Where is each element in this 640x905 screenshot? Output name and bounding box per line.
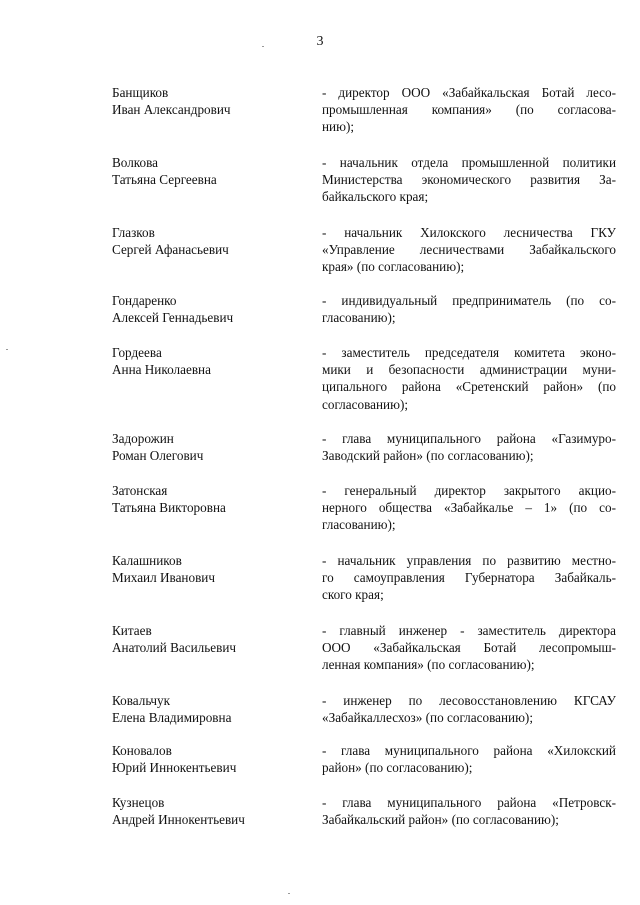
member-role bbox=[322, 794, 616, 828]
member-role-line: - директор ООО «Забайкальская Ботай лесо- bbox=[322, 85, 616, 100]
member-role-line: края» (по согласованию); bbox=[322, 259, 465, 275]
scan-speck bbox=[288, 893, 290, 894]
member-given-name: Роман Олегович bbox=[112, 448, 204, 464]
member-role-line: - начальник отдела промышленной политики bbox=[322, 155, 616, 170]
member-role bbox=[322, 292, 616, 326]
member-role-line: «Забайкаллесхоз» (по согласованию); bbox=[322, 710, 533, 726]
member-given-name: Михаил Иванович bbox=[112, 570, 215, 586]
member-surname: Гордеева bbox=[112, 345, 162, 360]
member-role bbox=[322, 482, 616, 534]
member-role-line: нию); bbox=[322, 119, 355, 135]
member-surname: Коновалов bbox=[112, 743, 172, 758]
scan-speck bbox=[6, 349, 8, 350]
member-role-line: Заводский район» (по согласованию); bbox=[322, 448, 534, 464]
member-name bbox=[112, 430, 312, 464]
member-surname: Китаев bbox=[112, 623, 152, 638]
member-role bbox=[322, 84, 616, 136]
member-role bbox=[322, 742, 616, 776]
member-role-line: ского края; bbox=[322, 587, 384, 603]
member-role-line: гласованию); bbox=[322, 517, 396, 533]
member-role-line: район» (по согласованию); bbox=[322, 760, 473, 776]
member-name bbox=[112, 742, 312, 776]
member-role-line: нерного общества «Забайкалье – 1» (по со- bbox=[322, 500, 616, 516]
member-role-line: согласованию); bbox=[322, 396, 408, 412]
member-name bbox=[112, 154, 312, 188]
scan-speck bbox=[262, 46, 264, 47]
member-surname: Затонская bbox=[112, 483, 168, 498]
member-given-name: Алексей Геннадьевич bbox=[112, 310, 234, 326]
page-number: 3 bbox=[316, 34, 324, 49]
member-role-line: Министерства экономического развития За- bbox=[322, 172, 616, 188]
member-role-line: - глава муниципального района «Газимуро- bbox=[322, 431, 616, 446]
member-role-line: - начальник Хилокского лесничества ГКУ bbox=[322, 225, 616, 240]
member-role bbox=[322, 552, 616, 604]
member-name bbox=[112, 692, 312, 726]
member-given-name: Анна Николаевна bbox=[112, 362, 211, 378]
member-role bbox=[322, 692, 616, 726]
member-name bbox=[112, 622, 312, 656]
member-role-line: го самоуправления Губернатора Забайкаль- bbox=[322, 570, 616, 586]
member-given-name: Татьяна Сергеевна bbox=[112, 172, 217, 188]
member-role-line: - глава муниципального района «Петровск- bbox=[322, 795, 616, 810]
member-name bbox=[112, 292, 312, 326]
member-role-line: промышленная компания» (по согласова- bbox=[322, 102, 616, 118]
member-role-line: - генеральный директор закрытого акцио- bbox=[322, 483, 616, 498]
member-surname: Глазков bbox=[112, 225, 155, 240]
member-role-line: гласованию); bbox=[322, 310, 396, 326]
member-given-name: Анатолий Васильевич bbox=[112, 640, 237, 656]
member-given-name: Иван Александрович bbox=[112, 102, 231, 118]
member-given-name: Юрий Иннокентьевич bbox=[112, 760, 237, 776]
member-surname: Задорожин bbox=[112, 431, 174, 446]
member-role-line: - глава муниципального района «Хилокский bbox=[322, 743, 616, 758]
member-role-line: - индивидуальный предприниматель (по со- bbox=[322, 293, 616, 308]
member-name bbox=[112, 84, 312, 118]
member-role-line: ленная компания» (по согласованию); bbox=[322, 657, 535, 673]
member-role-line: «Управление лесничествами Забайкальского bbox=[322, 242, 616, 258]
member-name bbox=[112, 344, 312, 378]
member-role-line: ципального района «Сретенский район» (по bbox=[322, 379, 616, 395]
member-surname: Банщиков bbox=[112, 85, 169, 100]
member-name bbox=[112, 224, 312, 258]
member-role-line: ООО «Забайкальская Ботай лесопромыш- bbox=[322, 640, 616, 656]
member-given-name: Андрей Иннокентьевич bbox=[112, 812, 245, 828]
member-role bbox=[322, 430, 616, 464]
member-name bbox=[112, 794, 312, 828]
member-role-line: байкальского края; bbox=[322, 189, 429, 205]
member-role bbox=[322, 622, 616, 674]
member-given-name: Елена Владимировна bbox=[112, 710, 232, 726]
member-role bbox=[322, 344, 616, 413]
member-role-line: - заместитель председателя комитета эконо- bbox=[322, 345, 616, 360]
member-role-line: - главный инженер - заместитель директора bbox=[322, 623, 616, 638]
member-name bbox=[112, 482, 312, 516]
member-surname: Калашников bbox=[112, 553, 182, 568]
member-given-name: Сергей Афанасьевич bbox=[112, 242, 229, 258]
member-surname: Кузнецов bbox=[112, 795, 165, 810]
member-role-line: Забайкальский район» (по согласованию); bbox=[322, 812, 559, 828]
member-surname: Гондаренко bbox=[112, 293, 177, 308]
member-role-line: мики и безопасности администрации муни- bbox=[322, 362, 616, 378]
member-role bbox=[322, 154, 616, 206]
member-role-line: - инженер по лесовосстановлению КГСАУ bbox=[322, 693, 616, 708]
member-role bbox=[322, 224, 616, 276]
member-given-name: Татьяна Викторовна bbox=[112, 500, 226, 516]
member-role-line: - начальник управления по развитию местно- bbox=[322, 553, 616, 568]
member-surname: Ковальчук bbox=[112, 693, 170, 708]
member-name bbox=[112, 552, 312, 586]
member-surname: Волкова bbox=[112, 155, 159, 170]
